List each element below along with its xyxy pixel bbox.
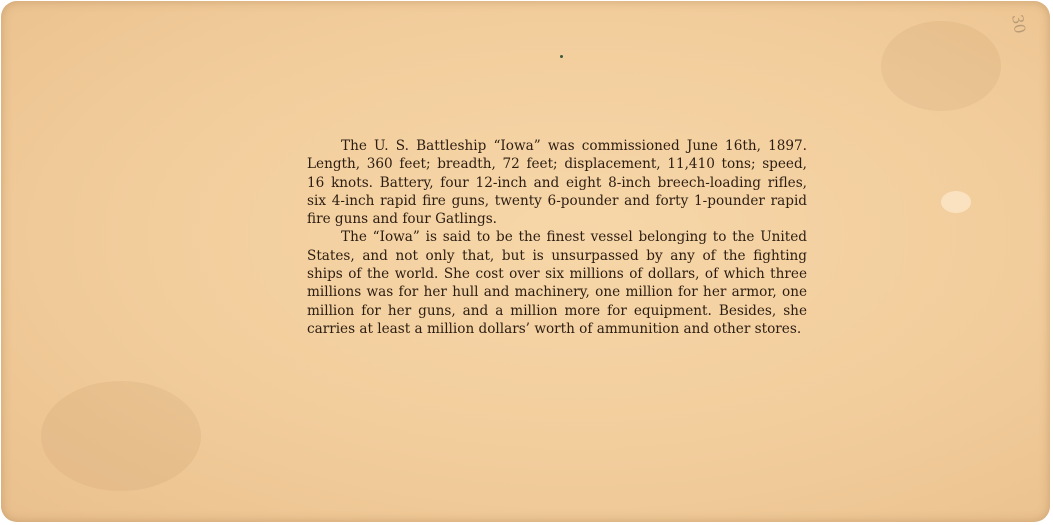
ink-speck: [560, 55, 563, 58]
paragraph-history: The “Iowa” is said to be the finest vessel belonging to the United States, and not only that, but is unsurpassed by any of the fighting ships of the world. She cost over six millions of dollars, of which three millions was for her hull and machinery, one million for her armor, one million for her guns, and a million more for equipment. Besides, she carries at least a million dollars’ worth of ammunition and other stores.: [307, 229, 807, 337]
age-stain: [41, 381, 201, 491]
pencil-note: 30: [1007, 13, 1029, 35]
paragraph-specifications: The U. S. Battleship “Iowa” was commissioned June 16th, 1897. Length, 360 feet; breadth, 72 feet; displacement, 11,410 tons; speed, 16 knots. Battery, four 12-inch and eight 8-inch breech-loading rifles, six 4-inch rapid fire guns, twenty 6-pounder and forty 1-pounder rapid fire guns and four Gatlings.: [307, 138, 807, 228]
age-stain: [941, 191, 971, 213]
stereoview-card-back: [1, 1, 1050, 522]
description-text: [307, 137, 807, 338]
age-stain: [881, 21, 1001, 111]
